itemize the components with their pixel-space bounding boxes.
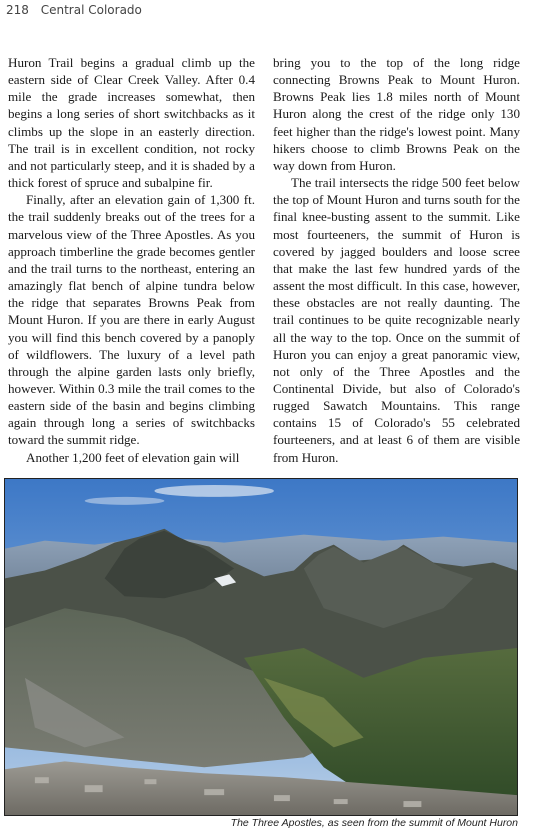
- mountain-photo-illustration: [5, 479, 517, 815]
- page-number: 218: [6, 3, 29, 17]
- running-head: [6, 3, 142, 17]
- left-column: [8, 54, 255, 466]
- paragraph: bring you to the top of the long ridge connecting Browns Peak to Mount Huron. Browns Peak lies 1.8 miles north of Mount Huron along the crest of the ridge only 130 feet higher than the ridge's lowest point. Many hikers choose to climb Browns Peak on the way down from Huron.: [273, 55, 520, 173]
- paragraph: Huron Trail begins a gradual climb up the eastern side of Clear Creek Valley. After 0.4 mile the grade increases somewhat, then begins a long series of short switchbacks as it climbs up the slope in an easterly direction. The trail is in excellent condition, not rocky and not particularly steep, and it is shaded by a thick forest of spruce and subalpine fir.: [8, 55, 255, 191]
- paragraph: The trail intersects the ridge 500 feet below the top of Mount Huron and turns south for the final knee-busting assent to the summit. Like most fourteeners, the summit of Huron is covered by jagged boulders and loose scree that make the last few hundred yards of the assent the most difficult. In this case, however, these obstacles are not really daunting. The trail continues to be quite recognizable nearly all the way to the top. Once on the summit of Huron you can enjoy a great panoramic view, not only of the Three Apostles and the Continental Divide, but also of Colorado's rugged Sawatch Mountains. This range contains 15 of Colorado's 55 celebrated fourteeners, and at least 6 of them are visible from Huron.: [273, 175, 520, 465]
- paragraph: Another 1,200 feet of elevation gain will: [26, 449, 240, 465]
- mountain-photo: [4, 478, 518, 816]
- right-column: [273, 54, 520, 466]
- running-title: Central Colorado: [40, 3, 142, 17]
- photo-caption: The Three Apostles, as seen from the summit of Mount Huron: [230, 817, 518, 829]
- paragraph: Finally, after an elevation gain of 1,300 ft. the trail suddenly breaks out of the trees for a marvelous view of the Three Apostles. As you approach timberline the grade becomes gentler and the trail turns to the northeast, entering an amazingly flat bench of alpine tundra below the ridge that separates Browns Peak from Mount Huron. If you are there in early August you will find this bench covered by a panoply of wildflowers. The luxury of a level path through the alpine garden lasts only briefly, however. Within 0.3 mile the trail comes to the eastern side of the basin and begins climbing again through long a series of switchbacks toward the summit ridge.: [8, 192, 255, 448]
